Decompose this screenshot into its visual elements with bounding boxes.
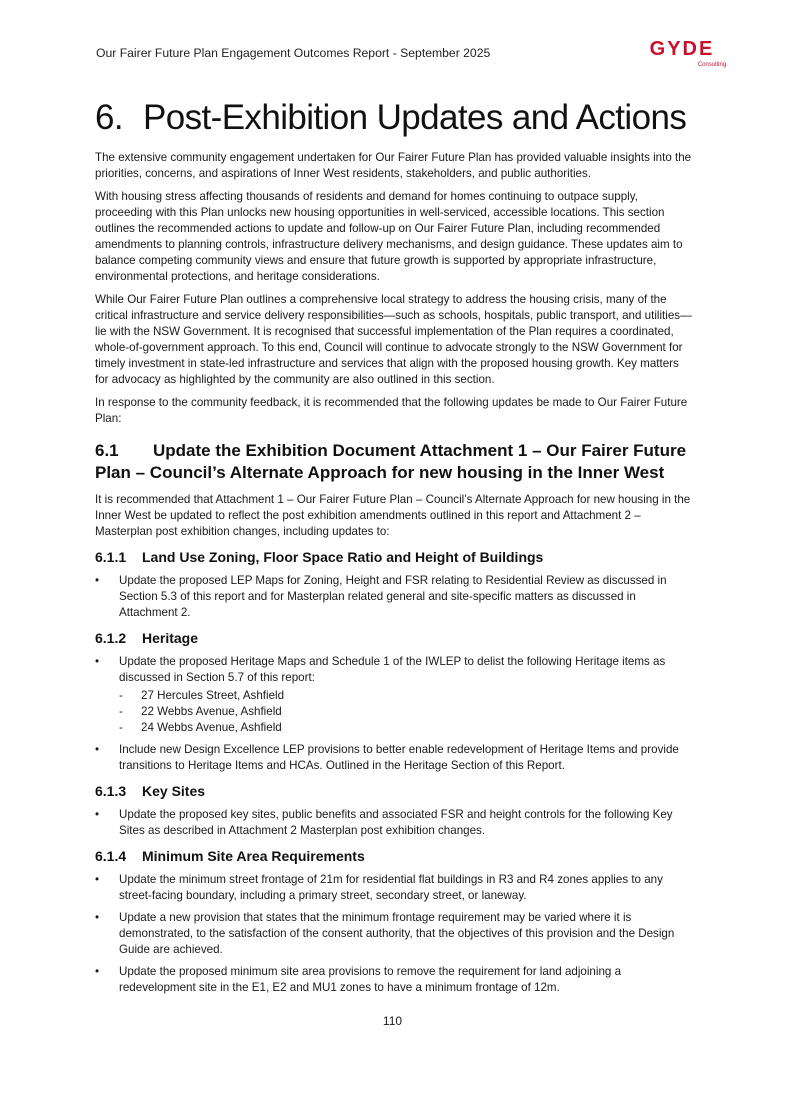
section-6-1-3-heading: [95, 782, 693, 801]
heritage-item: [119, 688, 693, 704]
section-6-1-1-heading: [95, 548, 693, 567]
dash-icon: -: [119, 705, 123, 718]
section-6-1-4-heading: [95, 847, 693, 866]
dash-icon: -: [119, 721, 123, 734]
section-6-heading: [95, 96, 693, 140]
list-item: [95, 654, 693, 736]
section-6-1-1-list: [95, 573, 693, 621]
bullet-icon: •: [95, 655, 100, 668]
section-6-1-3-list: [95, 807, 693, 839]
section-6-1-1-title: Land Use Zoning, Floor Space Ratio and Height of Buildings: [142, 549, 544, 565]
list-item: [95, 910, 693, 958]
intro-paragraph-3: While Our Fairer Future Plan outlines a comprehensive local strategy to address the housing crisis, many of the critical infrastructure and service delivery responsibilities—such as schools, hospitals, public transport, and utilities—lie with the NSW Government. It is recognised that successful implementation of the Plan requires a coordinated, whole-of-government approach. To this end, Council will continue to advocate strongly to the NSW Government for timely investment in state-led infrastructure and services that align with the proposed housing growth. Key matters for advocacy as highlighted by the community are also outlined in this section.: [95, 293, 692, 386]
bullet-icon: •: [95, 873, 100, 886]
section-6-1-2-list: [95, 654, 693, 774]
bullet-icon: •: [95, 743, 100, 756]
list-item-text: Update the proposed Heritage Maps and Schedule 1 of the IWLEP to delist the following Heritage items as discussed in Section 5.7 of this report:: [119, 655, 666, 684]
section-6-title: Post-Exhibition Updates and Actions: [143, 98, 687, 137]
bullet-icon: •: [95, 808, 100, 821]
heritage-item-text: 24 Webbs Avenue, Ashfield: [141, 721, 282, 734]
section-6-1-4-title: Minimum Site Area Requirements: [142, 848, 365, 864]
list-item: [95, 573, 693, 621]
logo-wordmark: GYDE: [649, 38, 715, 60]
dash-icon: -: [119, 689, 123, 702]
list-item-text: Update a new provision that states that the minimum frontage requirement may be varied where it is demonstrated, to the satisfaction of the consent authority, that the objectives of this provision and the Design Guide are achieved.: [119, 911, 675, 956]
heritage-item-text: 27 Hercules Street, Ashfield: [141, 689, 285, 702]
running-header: Our Fairer Future Plan Engagement Outcomes Report - September 2025: [96, 46, 491, 60]
bullet-icon: •: [95, 911, 100, 924]
list-item: [95, 964, 693, 996]
heritage-item: [119, 704, 693, 720]
list-item-text: Include new Design Excellence LEP provisions to better enable redevelopment of Heritage Items and provide transitions to Heritage Items and HCAs. Outlined in the Heritage Section of this Report.: [119, 743, 679, 772]
section-6-1-4-list: [95, 872, 693, 996]
list-item-text: Update the minimum street frontage of 21m for residential flat buildings in R3 and R4 zones applies to any street-facing boundary, including a primary street, secondary street, or laneway.: [119, 873, 663, 902]
section-6-1-number: 6.1: [95, 441, 119, 460]
section-6-1-2-number: 6.1.2: [95, 630, 127, 646]
section-6-1-heading: [95, 440, 693, 484]
section-6-1-4-number: 6.1.4: [95, 848, 127, 864]
list-item: [95, 872, 693, 904]
section-6-1-2-title: Heritage: [142, 630, 199, 646]
heritage-item: [119, 720, 693, 736]
bullet-icon: •: [95, 965, 100, 978]
intro-paragraph-4: In response to the community feedback, it is recommended that the following updates be made to Our Fairer Future Plan:: [95, 396, 688, 425]
section-6-1-paragraph: It is recommended that Attachment 1 – Our Fairer Future Plan – Council’s Alternate Approach for new housing in the Inner West be updated to reflect the post exhibition amendments outlined in this report and Attachment 2 – Masterplan post exhibition changes, including updates to:: [95, 493, 691, 538]
section-6-1-2-heading: [95, 629, 693, 648]
list-item: [95, 807, 693, 839]
page-number: 110: [382, 1014, 403, 1028]
section-6-1-3-title: Key Sites: [142, 783, 206, 799]
gyde-consulting-logo: [632, 38, 732, 68]
section-6-1-3-number: 6.1.3: [95, 783, 127, 799]
list-item-text: Update the proposed minimum site area provisions to remove the requirement for land adjoining a redevelopment site in the E1, E2 and MU1 zones to have a minimum frontage of 12m.: [119, 965, 622, 994]
main-content: [95, 96, 693, 1002]
heritage-item-text: 22 Webbs Avenue, Ashfield: [141, 705, 282, 718]
section-6-1-title: Update the Exhibition Document Attachment 1 – Our Fairer Future Plan – Council’s Alternate Approach for new housing in the Inner West: [95, 441, 687, 482]
bullet-icon: •: [95, 574, 100, 587]
section-6-1-1-number: 6.1.1: [95, 549, 127, 565]
intro-paragraph-2: With housing stress affecting thousands of residents and demand for homes continuing to outpace supply, proceeding with this Plan unlocks new housing opportunities in well-serviced, accessible locations. This section outlines the recommended actions to update and follow-up on Our Fairer Future Plan, including recommended amendments to planning controls, infrastructure delivery mechanisms, and design guidance. These updates aim to balance competing community views and ensure that future growth is supported by appropriate infrastructure, environmental protections, and heritage considerations.: [95, 190, 683, 283]
section-6-number: 6.: [95, 98, 123, 137]
list-item-text: Update the proposed LEP Maps for Zoning, Height and FSR relating to Residential Review as discussed in Section 5.3 of this report and for Masterplan related general and site-specific matters as discussed in Attachment 2.: [119, 574, 667, 619]
logo-subtext: Consulting: [697, 62, 727, 68]
heritage-items-list: [119, 688, 693, 736]
list-item: [95, 742, 693, 774]
list-item-text: Update the proposed key sites, public benefits and associated FSR and height controls for the following Key Sites as described in Attachment 2 Masterplan post exhibition changes.: [119, 808, 673, 837]
intro-paragraph-1: The extensive community engagement undertaken for Our Fairer Future Plan has provided valuable insights into the priorities, concerns, and aspirations of Inner West residents, stakeholders, and public authorities.: [95, 151, 692, 180]
